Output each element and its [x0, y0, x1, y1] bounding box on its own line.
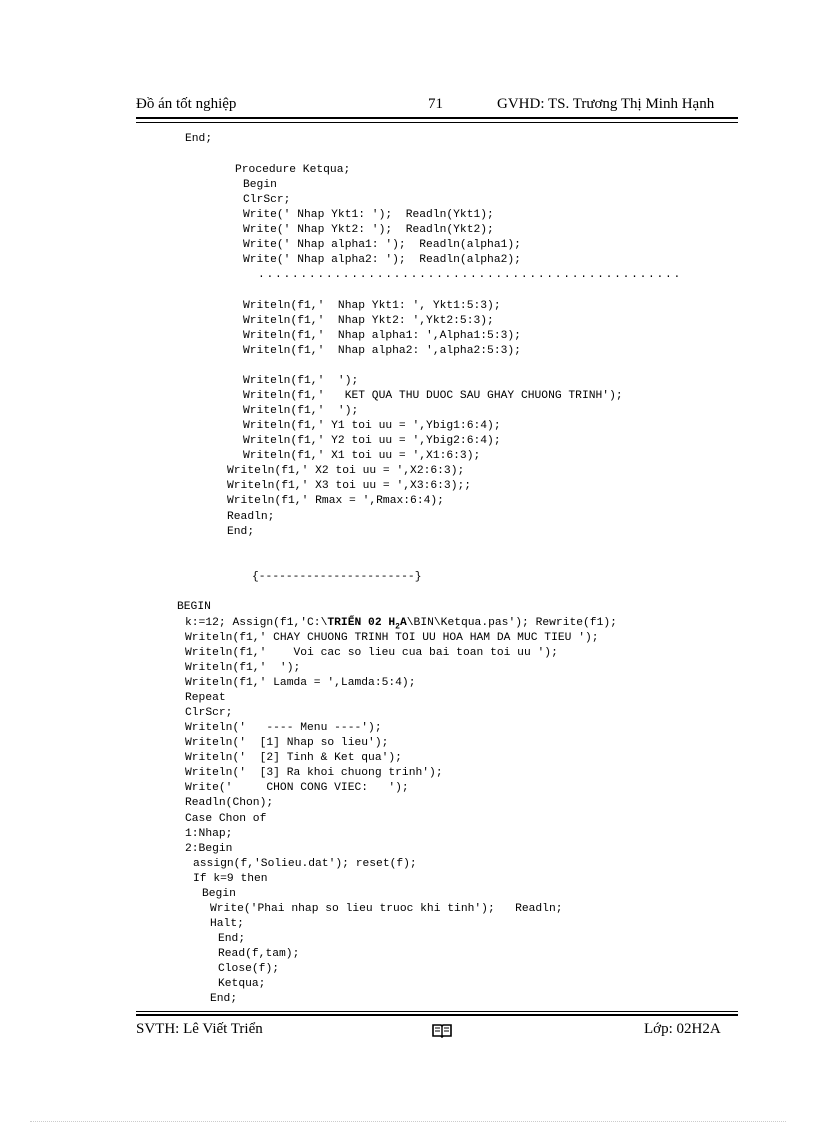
- code-line: Writeln(f1,' Nhap Ykt2: ',Ykt2:5:3);: [243, 315, 494, 327]
- code-line: Writeln(' [2] Tinh & Ket qua');: [185, 752, 402, 764]
- code-line: Write(' Nhap alpha1: '); Readln(alpha1);: [243, 239, 521, 251]
- code-line: Writeln(f1,' Rmax = ',Rmax:6:4);: [227, 495, 444, 507]
- code-line: Procedure Ketqua;: [235, 164, 351, 176]
- code-line: Writeln(' [1] Nhap so lieu');: [185, 737, 389, 749]
- code-line: Readln;: [227, 511, 275, 523]
- code-line: Halt;: [210, 918, 244, 930]
- footer-class: Lớp: 02H2A: [644, 1021, 721, 1037]
- code-line: assign(f,'Solieu.dat'); reset(f);: [193, 858, 417, 870]
- code-line: End;: [185, 133, 213, 145]
- code-line: Case Chon of: [185, 813, 267, 825]
- code-line: Writeln(f1,' Nhap Ykt1: ', Ykt1:5:3);: [243, 300, 501, 312]
- code-line: 2:Begin: [185, 843, 233, 855]
- code-comment: {-----------------------}: [252, 571, 422, 583]
- code-line: Close(f);: [218, 963, 280, 975]
- code-line: Begin: [202, 888, 236, 900]
- code-line: Repeat: [185, 692, 226, 704]
- footer-student: SVTH: Lê Viết Triển: [136, 1021, 263, 1037]
- code-line: ClrScr;: [185, 707, 233, 719]
- header-rule-thin: [136, 122, 738, 123]
- code-line: Writeln(f1,' CHAY CHUONG TRINH TOI UU HOA HAM DA MUC TIEU ');: [185, 632, 599, 644]
- code-line: End;: [227, 526, 255, 538]
- code-line: k:=12; Assign(f1,'C:\TRIỂN 02 $H_2A\backslash BIN\backslash Ketqua.pas'$); Rewrite(f1);: [185, 617, 617, 632]
- code-line: Writeln(' [3] Ra khoi chuong trinh');: [185, 767, 443, 779]
- header-supervisor: GVHD: TS. Trương Thị Minh Hạnh: [497, 96, 715, 112]
- code-line: Writeln(f1,' X3 toi uu = ',X3:6:3);;: [227, 480, 472, 492]
- code-line: Writeln(f1,' Lamda = ',Lamda:5:4);: [185, 677, 416, 689]
- code-line: Readln(Chon);: [185, 797, 274, 809]
- code-line: End;: [218, 933, 246, 945]
- code-line: Writeln(f1,' X2 toi uu = ',X2:6:3);: [227, 465, 465, 477]
- code-line: Ketqua;: [218, 978, 266, 990]
- code-line: End;: [210, 993, 238, 1005]
- code-line: If k=9 then: [193, 873, 268, 885]
- code-ellipsis: ..................................................: [258, 269, 682, 281]
- code-line: ClrScr;: [243, 194, 291, 206]
- code-line: Writeln(f1,' Y1 toi uu = ',Ybig1:6:4);: [243, 420, 501, 432]
- bottom-dotted-border: [30, 1121, 786, 1122]
- code-line: Writeln(f1,' ');: [243, 375, 359, 387]
- book-icon: [432, 1023, 452, 1038]
- code-line: Writeln(f1,' X1 toi uu = ',X1:6:3);: [243, 450, 481, 462]
- header-rule-thick: [136, 117, 738, 119]
- code-line: Read(f,tam);: [218, 948, 300, 960]
- footer-rule-thick: [136, 1014, 738, 1016]
- code-line: BEGIN: [177, 601, 211, 613]
- code-line: Writeln(f1,' ');: [243, 405, 359, 417]
- code-line: Writeln(f1,' Voi cac so lieu cua bai toan toi uu ');: [185, 647, 558, 659]
- header-title: Đồ án tốt nghiệp: [136, 96, 237, 112]
- code-line: Writeln(f1,' Nhap alpha1: ',Alpha1:5:3);: [243, 330, 521, 342]
- code-line: Writeln(f1,' Y2 toi uu = ',Ybig2:6:4);: [243, 435, 501, 447]
- code-line: Writeln(f1,' KET QUA THU DUOC SAU GHAY CHUONG TRINH');: [243, 390, 623, 402]
- code-line: 1:Nhap;: [185, 828, 233, 840]
- code-line: Write(' Nhap Ykt1: '); Readln(Ykt1);: [243, 209, 494, 221]
- code-line: Begin: [243, 179, 277, 191]
- code-line: Writeln(' ---- Menu ----');: [185, 722, 382, 734]
- code-line: Write(' CHON CONG VIEC: ');: [185, 782, 409, 794]
- code-line: Write(' Nhap alpha2: '); Readln(alpha2);: [243, 254, 521, 266]
- code-line: Write('Phai nhap so lieu truoc khi tinh'); Readln;: [210, 903, 563, 915]
- code-line: Writeln(f1,' Nhap alpha2: ',alpha2:5:3);: [243, 345, 521, 357]
- page-number: 71: [428, 96, 443, 112]
- footer-rule-thin: [136, 1011, 738, 1012]
- code-line: Writeln(f1,' ');: [185, 662, 301, 674]
- code-line: Write(' Nhap Ykt2: '); Readln(Ykt2);: [243, 224, 494, 236]
